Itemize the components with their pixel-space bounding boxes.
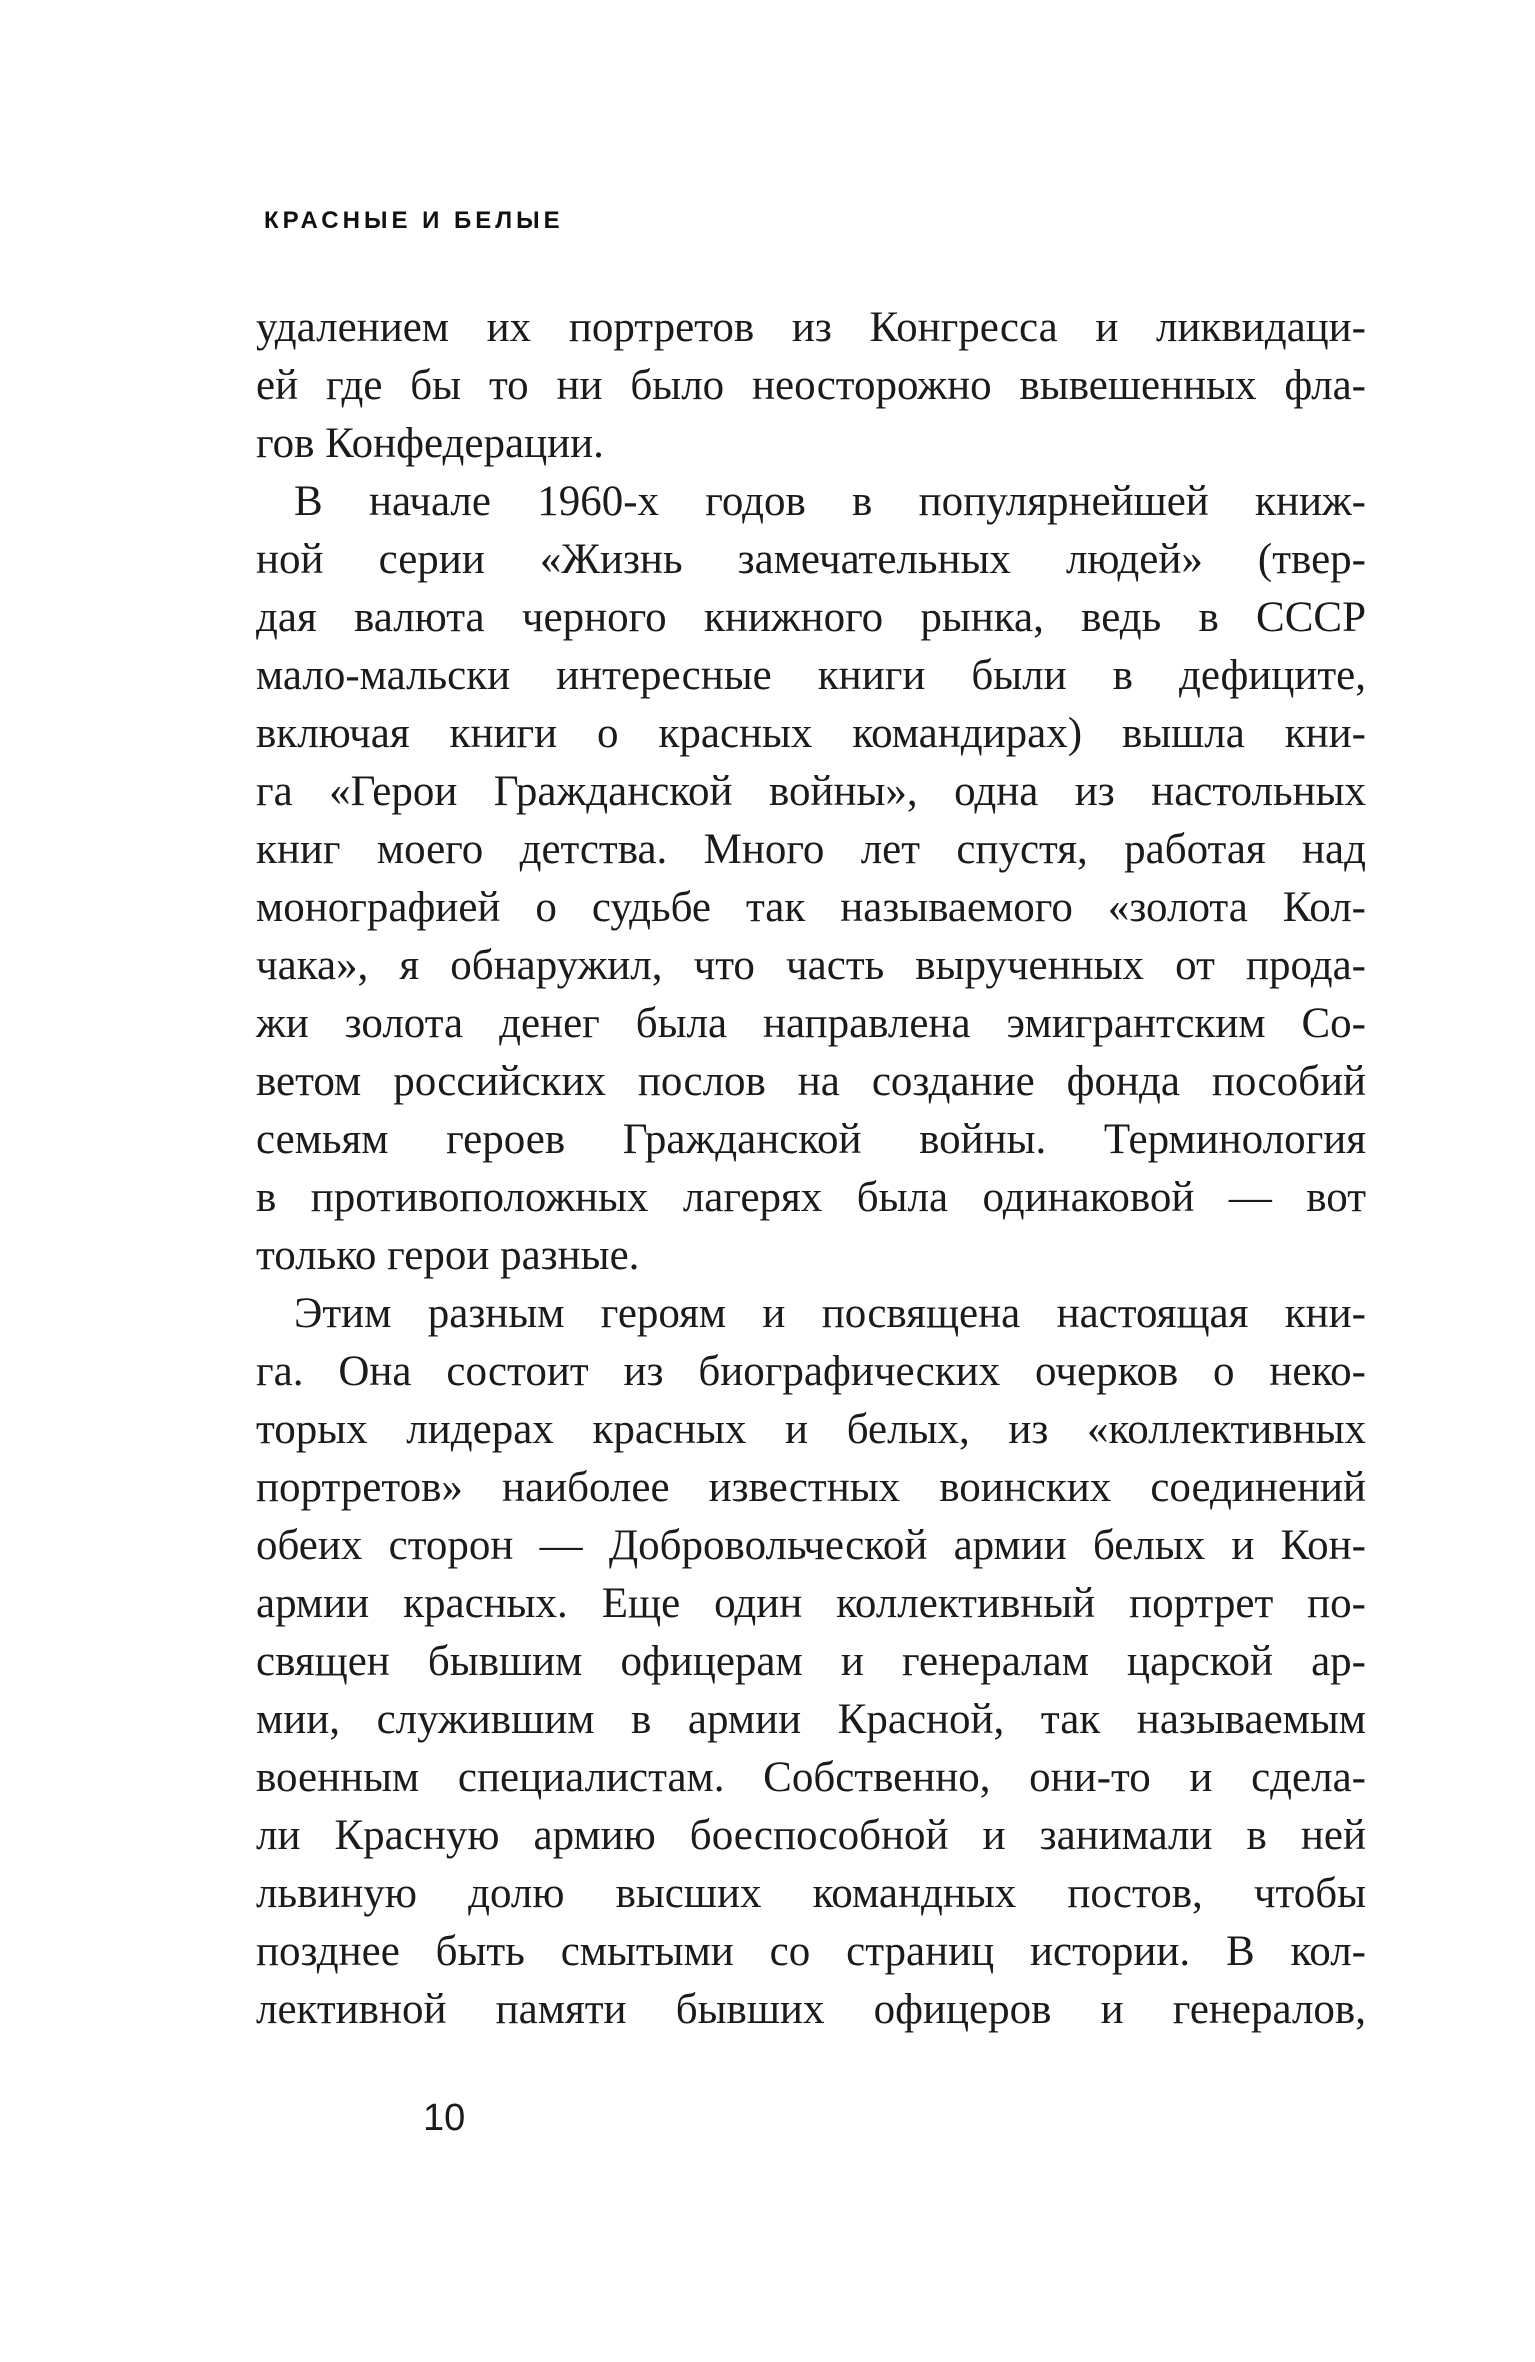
text-line: мало-мальски интересные книги были в дефиците,: [256, 652, 1366, 699]
text-line: ной серии «Жизнь замечательных людей» (твер-: [256, 536, 1366, 583]
text-line: включая книги о красных командирах) вышла кни-: [256, 710, 1366, 757]
text-line: обеих сторон — Добровольческой армии белых и Кон-: [256, 1522, 1366, 1569]
text-line: гов Конфедерации.: [256, 420, 604, 467]
page-number: 10: [423, 2097, 466, 2139]
text-line: чака», я обнаружил, что часть вырученных от прода-: [256, 942, 1366, 989]
text-line: Этим разным героям и посвящена настоящая кни-: [294, 1290, 1366, 1337]
text-line: позднее быть смытыми со страниц истории. В кол-: [256, 1928, 1366, 1975]
text-line: в противоположных лагерях была одинаковой — вот: [256, 1174, 1366, 1221]
text-line: монографией о судьбе так называемого «золота Кол-: [256, 884, 1366, 931]
text-line: только герои разные.: [256, 1232, 640, 1279]
text-line: семьям героев Гражданской войны. Терминология: [256, 1116, 1366, 1163]
text-line: дая валюта черного книжного рынка, ведь в СССР: [256, 594, 1366, 641]
text-line: торых лидерах красных и белых, из «коллективных: [256, 1406, 1366, 1453]
text-line: ли Красную армию боеспособной и занимали в ней: [256, 1812, 1366, 1859]
text-line: ей где бы то ни было неосторожно вывешенных фла-: [256, 362, 1366, 409]
text-line: портретов» наиболее известных воинских соединений: [256, 1464, 1366, 1511]
text-line: священ бывшим офицерам и генералам царской ар-: [256, 1638, 1366, 1685]
text-line: В начале 1960-х годов в популярнейшей книж-: [294, 478, 1366, 525]
text-line: жи золота денег была направлена эмигрантским Со-: [256, 1000, 1366, 1047]
text-line: га. Она состоит из биографических очерков о неко-: [256, 1348, 1366, 1395]
text-line: ветом российских послов на создание фонда пособий: [256, 1058, 1366, 1105]
text-line: армии красных. Еще один коллективный портрет по-: [256, 1580, 1366, 1627]
text-line: книг моего детства. Много лет спустя, работая над: [256, 826, 1366, 873]
text-line: га «Герои Гражданской войны», одна из настольных: [256, 768, 1366, 815]
text-line: военным специалистам. Собственно, они-то и сдела-: [256, 1754, 1366, 1801]
text-line: лективной памяти бывших офицеров и генералов,: [256, 1986, 1366, 2033]
running-header: КРАСНЫЕ И БЕЛЫЕ: [264, 207, 564, 234]
text-line: удалением их портретов из Конгресса и ликвидаци-: [256, 304, 1366, 351]
text-line: мии, служившим в армии Красной, так называемым: [256, 1696, 1366, 1743]
text-line: львиную долю высших командных постов, чтобы: [256, 1870, 1366, 1917]
body-text-block: [256, 299, 1366, 2039]
